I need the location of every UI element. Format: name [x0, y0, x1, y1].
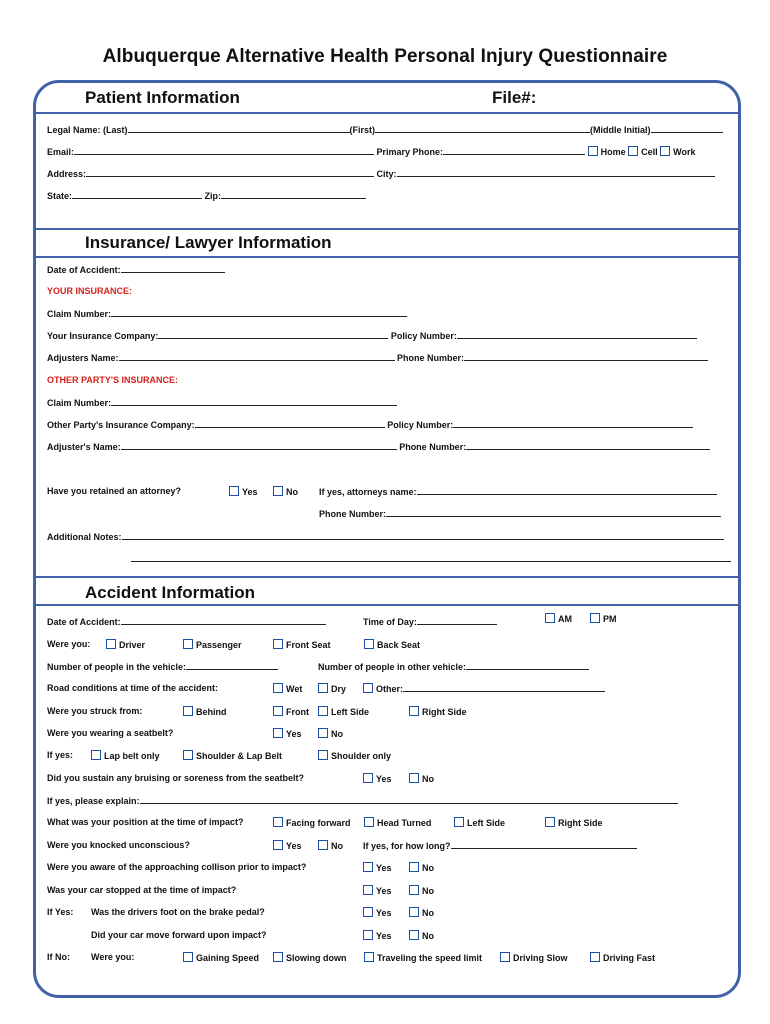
no-checkbox[interactable] — [409, 862, 419, 872]
no-checkbox[interactable] — [318, 728, 328, 738]
option-label: Shoulder only — [331, 751, 392, 761]
option-label: No — [422, 908, 434, 918]
were-you-row — [47, 639, 737, 651]
option-label: Other: — [376, 684, 403, 694]
option-label: Right Side — [422, 707, 467, 717]
file-number-label: File#: — [492, 88, 537, 107]
field-label: Did your car move forward upon impact? — [91, 930, 267, 940]
option-label: Left Side — [331, 707, 370, 717]
field-label: If yes: — [47, 750, 74, 760]
field-label: Was the drivers foot on the brake pedal? — [91, 907, 265, 917]
head-turned-checkbox[interactable] — [364, 817, 374, 827]
option-label: Passenger — [196, 640, 242, 650]
slowing-down-checkbox[interactable] — [273, 952, 283, 962]
field-label: State: — [47, 191, 73, 201]
option-label: Yes — [376, 908, 392, 918]
divider — [36, 228, 740, 230]
road-row — [47, 683, 737, 695]
option-label: Traveling the speed limit — [377, 953, 483, 963]
option-label: Driver — [119, 640, 146, 650]
driver-checkbox[interactable] — [106, 639, 116, 649]
legal-name-row — [47, 124, 723, 135]
field-label: City: — [376, 169, 397, 179]
back-seat-checkbox[interactable] — [364, 639, 374, 649]
option-label: No — [422, 886, 434, 896]
driving-fast-checkbox[interactable] — [590, 952, 600, 962]
option-label: Yes — [286, 729, 302, 739]
yes-checkbox[interactable] — [363, 885, 373, 895]
explain-row — [47, 795, 678, 806]
section-heading: Accident Information — [85, 583, 256, 602]
state-row — [47, 190, 366, 201]
option-label: PM — [603, 614, 617, 624]
no-checkbox[interactable] — [409, 885, 419, 895]
field-label: Did you sustain any bruising or soreness from the seatbelt? — [47, 773, 305, 783]
field-label: Phone Number: — [397, 353, 465, 363]
field-label: Other Party's Insurance Company: — [47, 420, 195, 430]
field-label: Have you retained an attorney? — [47, 486, 182, 496]
lap-belt-checkbox[interactable] — [91, 750, 101, 760]
field-label: Adjusters Name: — [47, 353, 119, 363]
option-label: No — [331, 841, 343, 851]
date-time-row — [47, 616, 737, 628]
passenger-checkbox[interactable] — [183, 639, 193, 649]
claim-row — [47, 308, 407, 319]
option-label: Gaining Speed — [196, 953, 260, 963]
section-heading: Insurance/ Lawyer Information — [85, 233, 332, 252]
field-label: (First) — [349, 125, 376, 135]
right-side-checkbox[interactable] — [409, 706, 419, 716]
facing-forward-checkbox[interactable] — [273, 817, 283, 827]
option-label: Wet — [286, 684, 303, 694]
field-label: Was your car stopped at the time of impact? — [47, 885, 237, 895]
address-field[interactable] — [86, 168, 374, 177]
option-label: Head Turned — [377, 818, 432, 828]
claim-row — [47, 397, 397, 408]
email-field[interactable] — [74, 146, 374, 155]
option-label: Front — [286, 707, 309, 717]
cell-checkbox[interactable] — [628, 146, 638, 156]
bruising-row — [47, 773, 737, 785]
policy-field[interactable] — [453, 419, 693, 428]
yes-checkbox[interactable] — [273, 840, 283, 850]
gaining-speed-checkbox[interactable] — [183, 952, 193, 962]
field-label: What was your position at the time of impact? — [47, 817, 244, 827]
work-checkbox[interactable] — [660, 146, 670, 156]
field-label: Phone Number: — [319, 509, 387, 519]
people-field[interactable] — [186, 661, 278, 670]
field-label: Were you: — [47, 639, 91, 649]
claim-field[interactable] — [111, 397, 397, 406]
notes-field[interactable] — [131, 553, 731, 562]
option-label: Right Side — [558, 818, 603, 828]
wet-checkbox[interactable] — [273, 683, 283, 693]
shoulder-only-checkbox[interactable] — [318, 750, 328, 760]
option-label: Slowing down — [286, 953, 347, 963]
state-field[interactable] — [72, 190, 202, 199]
field-label: Policy Number: — [390, 331, 457, 341]
option-label: No — [422, 863, 434, 873]
people-row — [47, 661, 737, 673]
section-heading: Patient Information — [85, 88, 240, 107]
company-row — [47, 330, 697, 341]
seatbelt-row — [47, 728, 737, 740]
field-label: Date of Accident: — [47, 265, 121, 275]
no-checkbox[interactable] — [409, 773, 419, 783]
field-label: Primary Phone: — [376, 147, 444, 157]
option-label: Driving Fast — [603, 953, 656, 963]
divider — [36, 112, 740, 114]
option-label: AM — [558, 614, 572, 624]
field-label: If No: — [47, 952, 70, 962]
option-label: Yes — [376, 863, 392, 873]
field-label: Adjuster's Name: — [47, 442, 121, 452]
divider — [36, 256, 740, 258]
option-label: Yes — [376, 774, 392, 784]
attorney-name-field[interactable] — [417, 486, 717, 495]
field-label: Were you wearing a seatbelt? — [47, 728, 174, 738]
phone-field[interactable] — [464, 352, 708, 361]
field-label: Phone Number: — [399, 442, 467, 452]
option-label: Work — [673, 147, 696, 157]
adjuster-field[interactable] — [121, 441, 397, 450]
field-label: Zip: — [204, 191, 222, 201]
left-side-checkbox[interactable] — [318, 706, 328, 716]
phone-field[interactable] — [386, 508, 721, 517]
option-label: Left Side — [467, 818, 506, 828]
option-label: No — [422, 931, 434, 941]
option-label: Cell — [641, 147, 658, 157]
field-label: Number of people in other vehicle: — [318, 662, 467, 672]
field-label: Were you struck from: — [47, 706, 143, 716]
your-insurance-label: YOUR INSURANCE: — [47, 286, 133, 296]
people-other-field[interactable] — [466, 661, 589, 670]
field-label: Were you knocked unconscious? — [47, 840, 190, 850]
option-label: Yes — [376, 886, 392, 896]
field-label: If yes, please explain: — [47, 796, 140, 806]
option-label: Behind — [196, 707, 227, 717]
date-field[interactable] — [121, 616, 326, 625]
address-row — [47, 168, 715, 179]
option-label: Yes — [286, 841, 302, 851]
adjuster-row — [47, 352, 708, 363]
last-name-field[interactable] — [128, 124, 350, 133]
option-label: Home — [600, 147, 626, 157]
notes-row — [131, 553, 731, 564]
dry-checkbox[interactable] — [318, 683, 328, 693]
field-label: Road conditions at time of the accident: — [47, 683, 219, 693]
no-checkbox[interactable] — [273, 486, 283, 496]
field-label: Were you aware of the approaching collison prior to impact? — [47, 862, 307, 872]
yes-checkbox[interactable] — [363, 930, 373, 940]
middle-initial-field[interactable] — [651, 124, 723, 133]
option-label: Back Seat — [377, 640, 421, 650]
behind-checkbox[interactable] — [183, 706, 193, 716]
adjuster-field[interactable] — [119, 352, 395, 361]
company-field[interactable] — [158, 330, 388, 339]
field-label: (Middle Initial) — [590, 125, 651, 135]
explain-field[interactable] — [140, 795, 678, 804]
first-name-field[interactable] — [375, 124, 590, 133]
front-checkbox[interactable] — [273, 706, 283, 716]
aware-row — [47, 862, 737, 874]
brake-row — [47, 907, 737, 919]
option-label: Shoulder & Lap Belt — [196, 751, 283, 761]
phone-field[interactable] — [466, 441, 710, 450]
yes-checkbox[interactable] — [273, 728, 283, 738]
pm-checkbox[interactable] — [590, 613, 600, 623]
email-row — [47, 146, 695, 157]
field-label: Legal Name: (Last) — [47, 125, 128, 135]
field-label: Claim Number: — [47, 309, 112, 319]
front-seat-checkbox[interactable] — [273, 639, 283, 649]
driving-slow-checkbox[interactable] — [500, 952, 510, 962]
company-row — [47, 419, 693, 430]
other-checkbox[interactable] — [363, 683, 373, 693]
option-label: Facing forward — [286, 818, 351, 828]
attorney-phone-row — [319, 508, 721, 519]
field-label: If Yes: — [47, 907, 74, 917]
city-field[interactable] — [397, 168, 715, 177]
yes-checkbox[interactable] — [363, 907, 373, 917]
yes-checkbox[interactable] — [229, 486, 239, 496]
field-label: Policy Number: — [387, 420, 454, 430]
zip-field[interactable] — [221, 190, 366, 199]
unconscious-row — [47, 840, 737, 852]
field-label: Number of people in the vehicle: — [47, 662, 187, 672]
field-label: Were you: — [91, 952, 135, 962]
date-field[interactable] — [121, 264, 225, 273]
am-checkbox[interactable] — [545, 613, 555, 623]
option-label: No — [286, 487, 298, 497]
struck-row — [47, 706, 737, 718]
speed-limit-checkbox[interactable] — [364, 952, 374, 962]
field-label: Time of Day: — [363, 617, 417, 627]
no-checkbox[interactable] — [318, 840, 328, 850]
belt-type-row — [47, 750, 737, 762]
attorney-row — [47, 486, 417, 497]
speed-row — [47, 952, 737, 964]
forward-row — [47, 930, 737, 942]
company-field[interactable] — [195, 419, 385, 428]
right-side-checkbox[interactable] — [545, 817, 555, 827]
policy-field[interactable] — [457, 330, 697, 339]
shoulder-lap-checkbox[interactable] — [183, 750, 193, 760]
field-label: Your Insurance Company: — [47, 331, 159, 341]
option-label: Lap belt only — [104, 751, 160, 761]
option-label: Dry — [331, 684, 347, 694]
option-label: Yes — [376, 931, 392, 941]
yes-checkbox[interactable] — [363, 773, 373, 783]
notes-row — [47, 531, 724, 542]
other-insurance-label: OTHER PARTY'S INSURANCE: — [47, 375, 178, 385]
date-row — [47, 264, 225, 275]
field-label: If yes, attorneys name: — [319, 487, 417, 497]
form-title: Albuquerque Alternative Health Personal Injury Questionnaire — [102, 46, 668, 67]
option-label: Driving Slow — [513, 953, 568, 963]
time-field[interactable] — [417, 616, 497, 625]
how-long-field[interactable] — [451, 840, 637, 849]
position-row — [47, 817, 737, 829]
claim-field[interactable] — [111, 308, 407, 317]
primary-phone-field[interactable] — [443, 146, 585, 155]
divider — [36, 604, 740, 606]
left-side-checkbox[interactable] — [454, 817, 464, 827]
option-label: No — [422, 774, 434, 784]
field-label: Date of Accident: — [47, 617, 121, 627]
divider — [36, 576, 740, 578]
option-label: Front Seat — [286, 640, 331, 650]
notes-field[interactable] — [122, 531, 724, 540]
field-label: Address: — [47, 169, 87, 179]
option-label: No — [331, 729, 343, 739]
other-field[interactable] — [403, 683, 605, 692]
no-checkbox[interactable] — [409, 907, 419, 917]
field-label: Additional Notes: — [47, 532, 122, 542]
option-label: Yes — [242, 487, 258, 497]
stopped-row — [47, 885, 737, 897]
no-checkbox[interactable] — [409, 930, 419, 940]
field-label: Email: — [47, 147, 75, 157]
home-checkbox[interactable] — [588, 146, 598, 156]
field-label: Claim Number: — [47, 398, 112, 408]
yes-checkbox[interactable] — [363, 862, 373, 872]
adjuster-row — [47, 441, 710, 452]
field-label: If yes, for how long? — [363, 841, 451, 851]
